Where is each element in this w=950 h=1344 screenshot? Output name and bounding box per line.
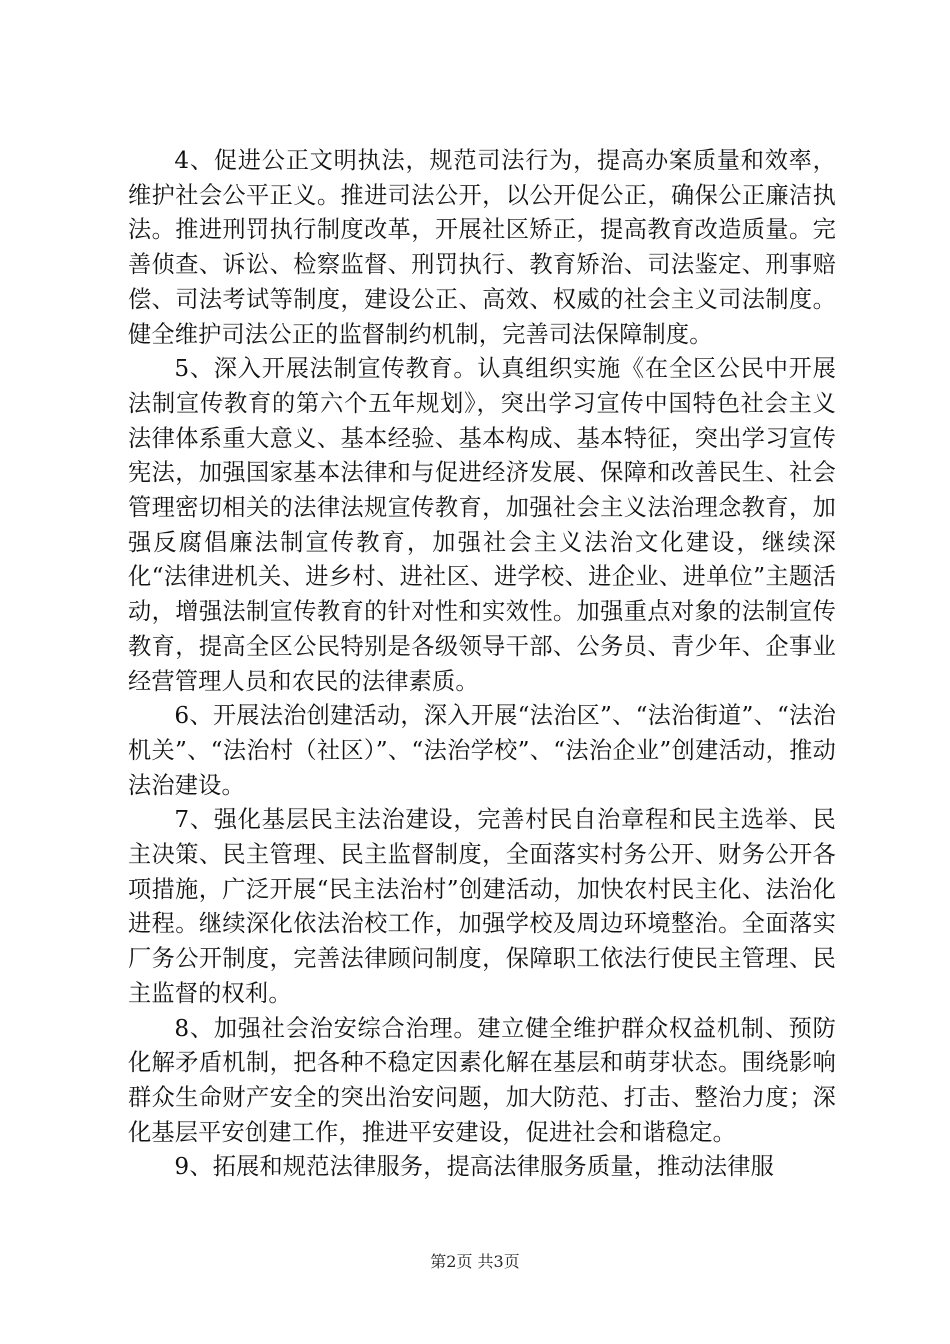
document-body [128,144,836,1185]
paragraph-8: 8、加强社会治安综合治理。建立健全维护群众权益机制、预防化解矛盾机制，把各种不稳定因素化解在基层和萌芽状态。围绕影响群众生命财产安全的突出治安问题，加大防范、打击、整治力度；深化基层平安创建工作，推进平安建设，促进社会和谐稳定。 [128,1014,836,1146]
paragraph-6: 6、开展法治创建活动，深入开展“法治区”、“法治街道”、“法治机关”、“法治村（社区）”、“法治学校”、“法治企业”创建活动，推动法治建设。 [128,702,836,799]
paragraph-7: 7、强化基层民主法治建设，完善村民自治章程和民主选举、民主决策、民主管理、民主监督制度，全面落实村务公开、财务公开各项措施，广泛开展“民主法治村”创建活动，加快农村民主化、法治化进程。继续深化依法治校工作，加强学校及周边环境整治。全面落实厂务公开制度，完善法律顾问制度，保障职工依法行使民主管理、民主监督的权利。 [128,806,836,1007]
paragraph-9: 9、拓展和规范法律服务，提高法律服务质量，推动法律服 [174,1153,775,1181]
paragraph-5: 5、深入开展法制宣传教育。认真组织实施《在全区公民中开展法制宣传教育的第六个五年规划》，突出学习宣传中国特色社会主义法律体系重大意义、基本经验、基本构成、基本特征，突出学习宣传宪法，加强国家基本法律和与促进经济发展、保障和改善民生、社会管理密切相关的法律法规宣传教育，加强社会主义法治理念教育，加强反腐倡廉法制宣传教育，加强社会主义法治文化建设，继续深化“法律进机关、进乡村、进社区、进学校、进企业、进单位”主题活动，增强法制宣传教育的针对性和实效性。加强重点对象的法制宣传教育，提高全区公民特别是各级领导干部、公务员、青少年、企事业经营管理人员和农民的法律素质。 [128,355,836,695]
paragraph-4: 4、促进公正文明执法，规范司法行为，提高办案质量和效率，维护社会公平正义。推进司法公开，以公开促公正，确保公正廉洁执法。推进刑罚执行制度改革，开展社区矫正，提高教育改造质量。完善侦查、诉讼、检察监督、刑罚执行、教育矫治、司法鉴定、刑事赔偿、司法考试等制度，建设公正、高效、权威的社会主义司法制度。健全维护司法公正的监督制约机制，完善司法保障制度。 [128,147,836,348]
page-number-footer: 第2页 共3页 [430,1252,520,1271]
